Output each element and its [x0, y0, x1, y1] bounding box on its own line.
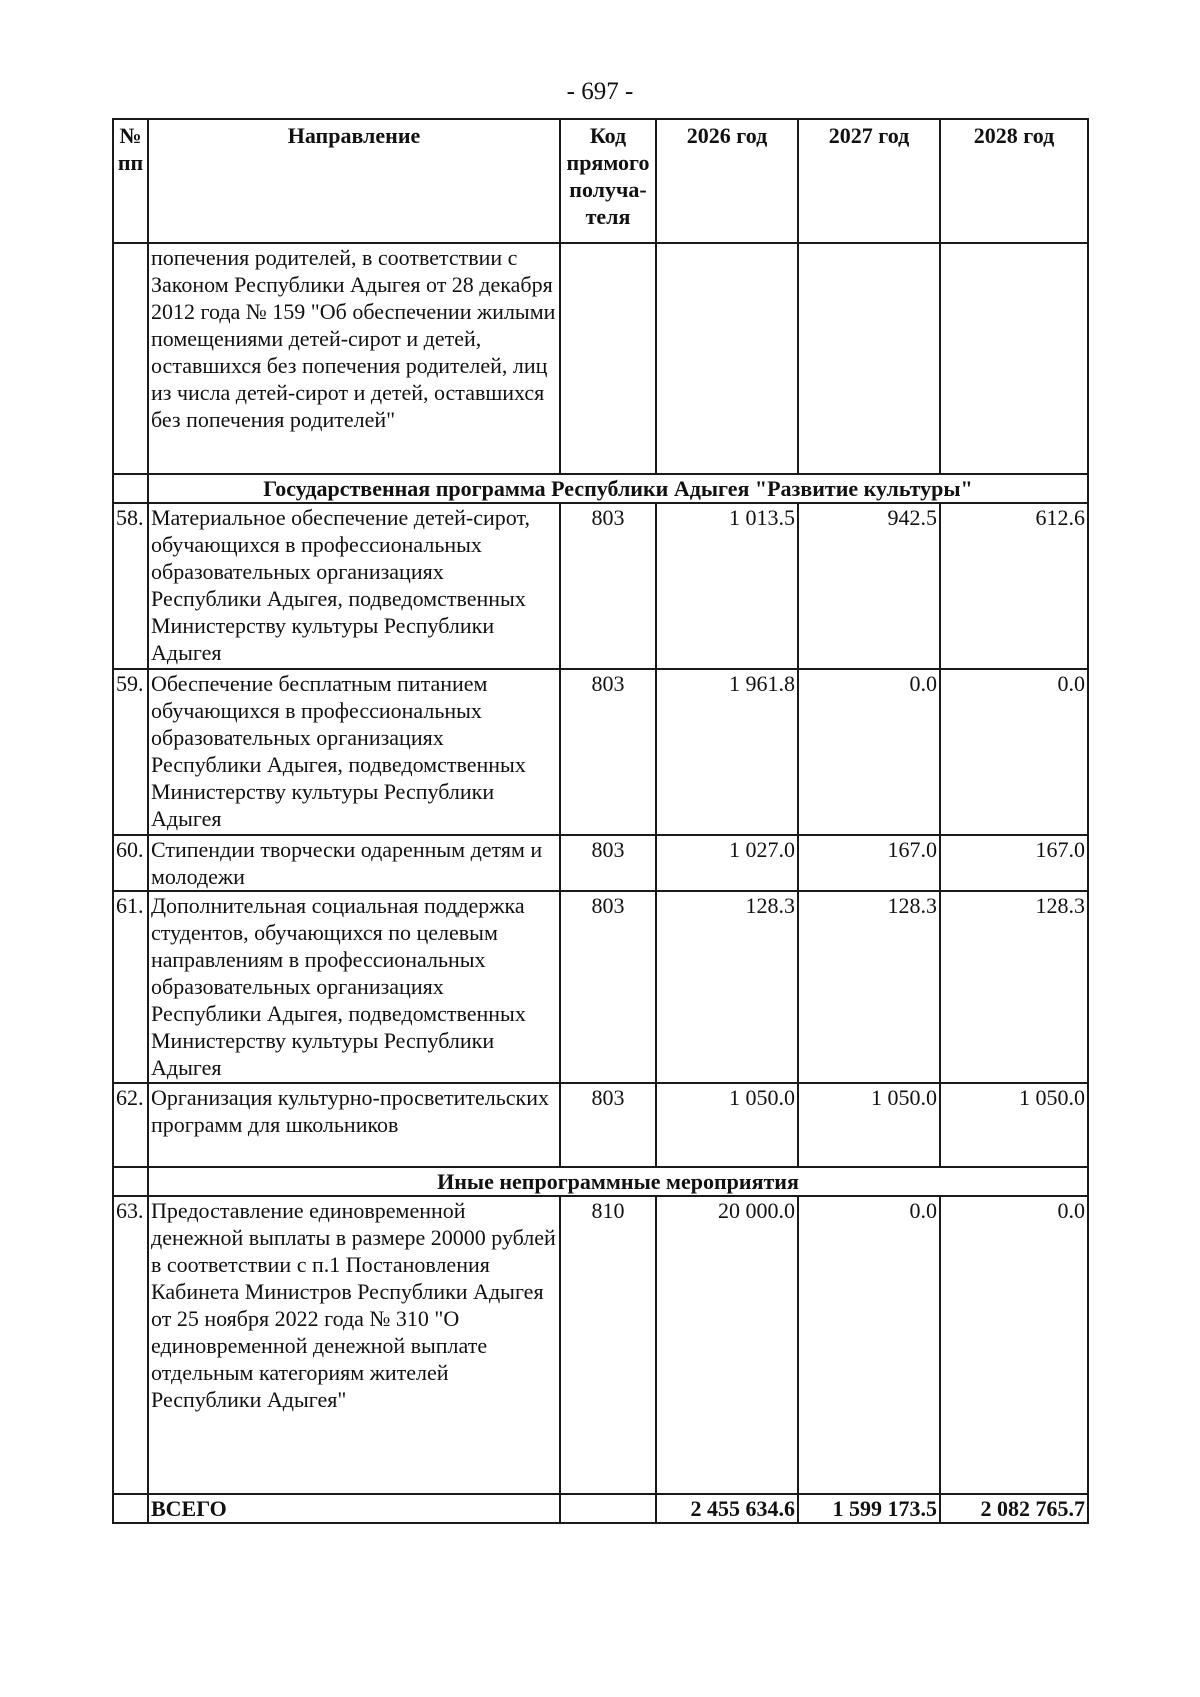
row-num-cell: 63. — [113, 1196, 148, 1494]
row-2028-cell — [940, 243, 1088, 474]
row-num-cell: 60. — [113, 835, 148, 891]
table-row — [113, 891, 1088, 1083]
row-2026-cell: 1 027.0 — [656, 835, 798, 891]
row-code-cell: 810 — [560, 1196, 656, 1494]
row-2028-cell: 1 050.0 — [940, 1083, 1088, 1167]
row-code-cell — [560, 1494, 656, 1523]
page-number: - 697 - — [566, 78, 634, 105]
section-title-culture: Государственная программа Республики Адыгея "Развитие культуры" — [148, 474, 1088, 503]
row-direction-cell: попечения родителей, в соответствии с Законом Республики Адыгея от 28 декабря 2012 года № 159 "Об обеспечении жилыми помещениями детей-сирот и детей, оставшихся без попечения родителей, лиц из числа детей-сирот и детей, оставшихся без попечения родителей" — [148, 243, 560, 474]
header-2026: 2026 год — [656, 119, 798, 243]
row-direction-cell: Организация культурно-просветительских программ для школьников — [148, 1083, 560, 1167]
row-2026-cell: 1 013.5 — [656, 503, 798, 669]
total-2026: 2 455 634.6 — [656, 1494, 798, 1523]
header-2028: 2028 год — [940, 119, 1088, 243]
row-2028-cell: 612.6 — [940, 503, 1088, 669]
row-2027-cell: 0.0 — [798, 1196, 940, 1494]
header-code: Код прямого получа-теля — [560, 119, 656, 243]
budget-table — [112, 118, 1089, 1524]
row-num-cell — [113, 474, 148, 503]
table-row — [113, 503, 1088, 669]
table-header-row — [113, 119, 1088, 243]
section-title-other: Иные непрограммные мероприятия — [148, 1167, 1088, 1196]
header-direction: Направление — [148, 119, 560, 243]
row-code-cell — [560, 243, 656, 474]
row-code-cell: 803 — [560, 669, 656, 835]
table-row — [113, 1083, 1088, 1167]
row-num-cell — [113, 1167, 148, 1196]
row-2027-cell: 942.5 — [798, 503, 940, 669]
row-2028-cell: 0.0 — [940, 669, 1088, 835]
row-code-cell: 803 — [560, 891, 656, 1083]
header-num: № пп — [113, 119, 148, 243]
row-2026-cell: 20 000.0 — [656, 1196, 798, 1494]
table-row — [113, 243, 1088, 474]
row-code-cell: 803 — [560, 1083, 656, 1167]
row-code-cell: 803 — [560, 503, 656, 669]
total-2027: 1 599 173.5 — [798, 1494, 940, 1523]
row-2027-cell: 167.0 — [798, 835, 940, 891]
row-num-cell — [113, 1494, 148, 1523]
row-num-cell: 59. — [113, 669, 148, 835]
row-direction-cell: Предоставление единовременной денежной выплаты в размере 20000 рублей в соответствии с п.1 Постановления Кабинета Министров Республики Адыгея от 25 ноября 2022 года № 310 "О единовременной денежной выплате отдельным категориям жителей Республики Адыгея" — [148, 1196, 560, 1494]
row-2028-cell: 0.0 — [940, 1196, 1088, 1494]
row-2026-cell: 1 050.0 — [656, 1083, 798, 1167]
row-2027-cell — [798, 243, 940, 474]
row-2026-cell: 1 961.8 — [656, 669, 798, 835]
row-2027-cell: 128.3 — [798, 891, 940, 1083]
total-label: ВСЕГО — [148, 1494, 560, 1523]
total-row — [113, 1494, 1088, 1523]
table-row — [113, 1196, 1088, 1494]
header-2027: 2027 год — [798, 119, 940, 243]
row-2026-cell: 128.3 — [656, 891, 798, 1083]
section-row-other — [113, 1167, 1088, 1196]
row-num-cell: 62. — [113, 1083, 148, 1167]
total-2028: 2 082 765.7 — [940, 1494, 1088, 1523]
row-num-cell: 58. — [113, 503, 148, 669]
row-code-cell: 803 — [560, 835, 656, 891]
section-row-culture — [113, 474, 1088, 503]
row-2027-cell: 1 050.0 — [798, 1083, 940, 1167]
row-num-cell: 61. — [113, 891, 148, 1083]
table-row — [113, 835, 1088, 891]
row-direction-cell: Обеспечение бесплатным питанием обучающихся в профессиональных образовательных организациях Республики Адыгея, подведомственных Министерству культуры Республики Адыгея — [148, 669, 560, 835]
table-row — [113, 669, 1088, 835]
row-2027-cell: 0.0 — [798, 669, 940, 835]
row-direction-cell: Стипендии творчески одаренным детям и молодежи — [148, 835, 560, 891]
row-2028-cell: 167.0 — [940, 835, 1088, 891]
row-direction-cell: Дополнительная социальная поддержка студентов, обучающихся по целевым направлениям в профессиональных образовательных организациях Республики Адыгея, подведомственных Министерству культуры Республики Адыгея — [148, 891, 560, 1083]
row-2026-cell — [656, 243, 798, 474]
row-num-cell — [113, 243, 148, 474]
row-direction-cell: Материальное обеспечение детей-сирот, обучающихся в профессиональных образовательных организациях Республики Адыгея, подведомственных Министерству культуры Республики Адыгея — [148, 503, 560, 669]
row-2028-cell: 128.3 — [940, 891, 1088, 1083]
